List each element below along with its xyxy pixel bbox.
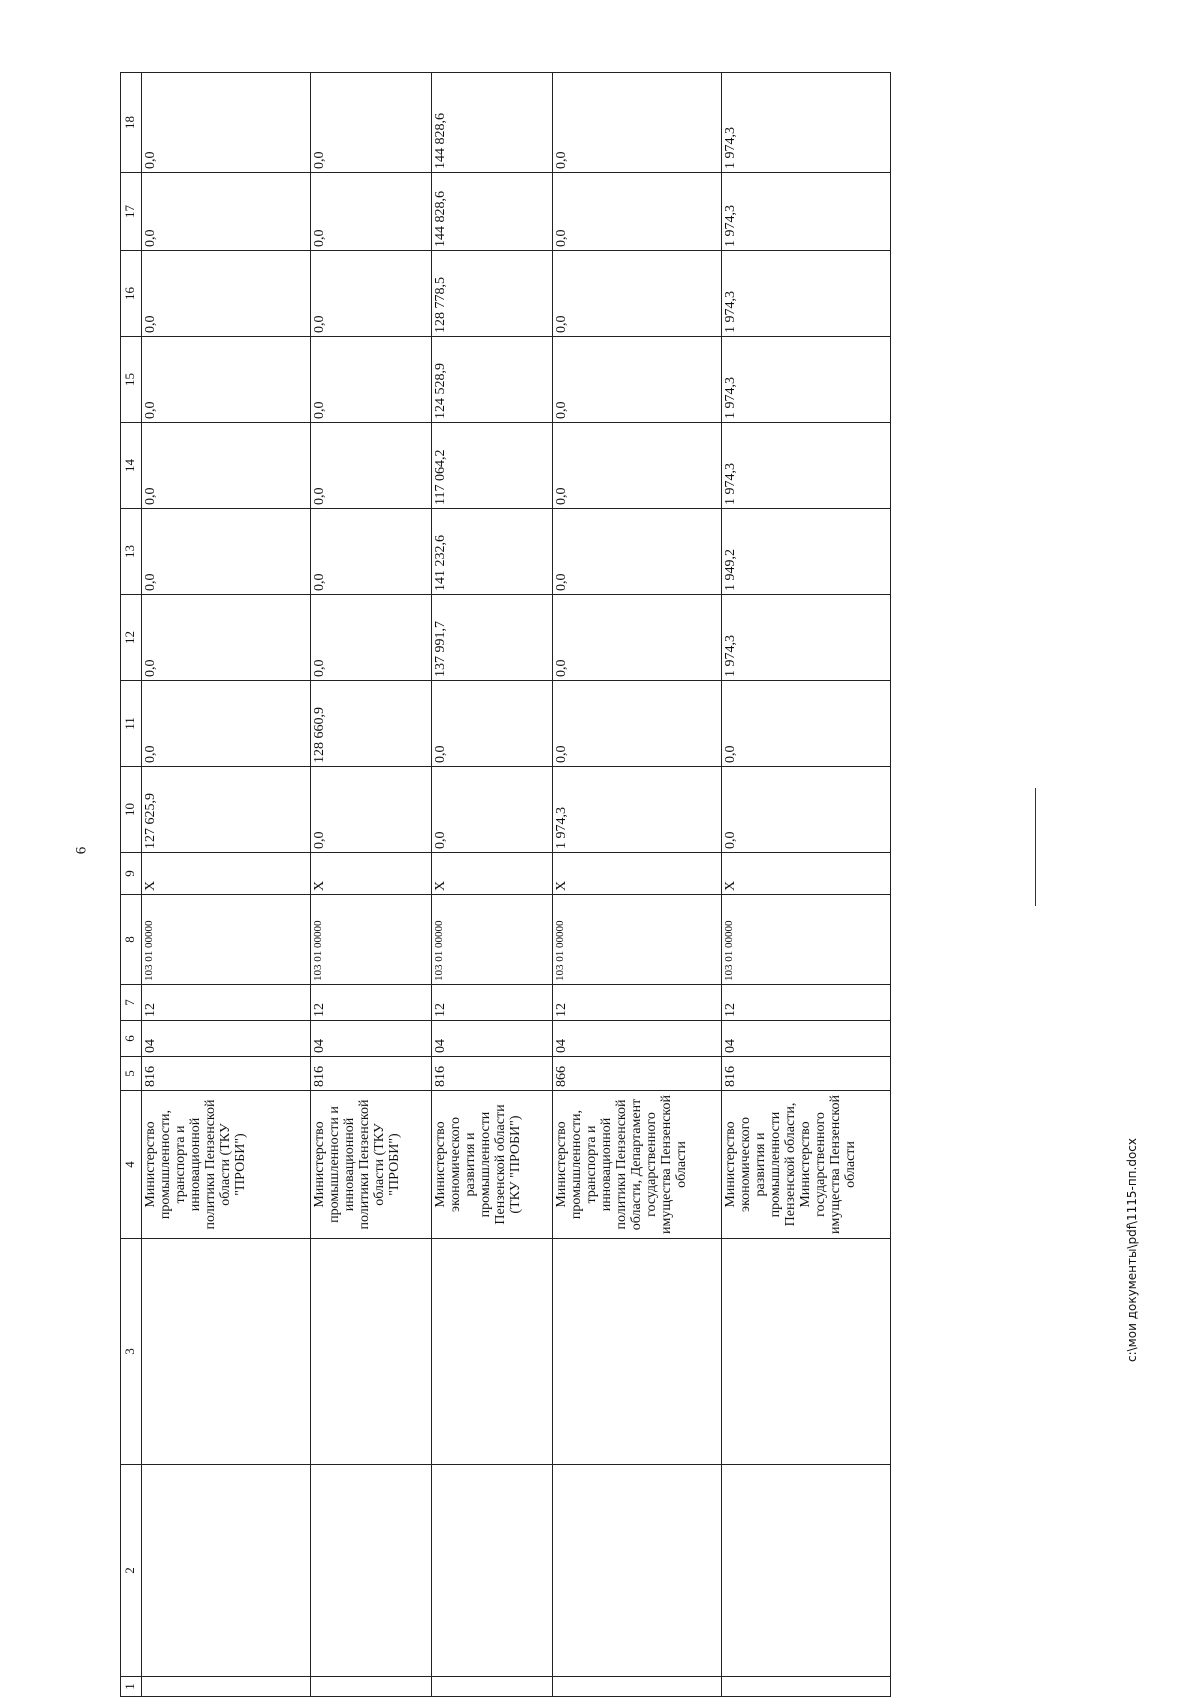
table-row xyxy=(432,73,553,1697)
value-cell: 0,0 xyxy=(142,73,311,173)
value-cell: 0,0 xyxy=(553,509,722,595)
table-cell: 04 xyxy=(553,1021,722,1057)
table-cell xyxy=(311,1677,432,1697)
value-cell: 137 991,7 xyxy=(432,595,553,681)
value-cell: 0,0 xyxy=(311,767,432,853)
table-cell xyxy=(432,1465,553,1677)
value-cell: 0,0 xyxy=(722,681,891,767)
header-cell: 5 xyxy=(121,1057,142,1091)
value-cell: 0,0 xyxy=(553,173,722,251)
value-cell: 0,0 xyxy=(553,73,722,173)
table-cell: Х xyxy=(142,853,311,895)
value-cell: 144 828,6 xyxy=(432,73,553,173)
table-cell xyxy=(142,1465,311,1677)
table-cell xyxy=(311,1239,432,1465)
header-cell: 14 xyxy=(121,423,142,509)
table-cell: Х xyxy=(311,853,432,895)
header-cell: 6 xyxy=(121,1021,142,1057)
value-cell: 0,0 xyxy=(142,681,311,767)
footer-file-path: c:\мои документы\pdf\1115-пп.docx xyxy=(1125,1137,1139,1362)
value-cell: 0,0 xyxy=(311,509,432,595)
value-cell: 0,0 xyxy=(142,509,311,595)
value-cell: 0,0 xyxy=(311,337,432,423)
value-cell: 0,0 xyxy=(553,423,722,509)
header-cell: 8 xyxy=(121,895,142,985)
executor-cell: Министерство промышленности, транспорта и инновационной политики Пензенской области (ТКУ "ПРОБИ") xyxy=(142,1091,311,1239)
table-row xyxy=(553,73,722,1697)
table-row xyxy=(722,73,891,1697)
table-cell xyxy=(432,1239,553,1465)
table-cell: 12 xyxy=(722,985,891,1021)
value-cell: 124 528,9 xyxy=(432,337,553,423)
code-cell: 103 01 00000 xyxy=(722,895,891,985)
table-cell: Х xyxy=(722,853,891,895)
value-cell: 1 974,3 xyxy=(553,767,722,853)
code-cell: 103 01 00000 xyxy=(553,895,722,985)
table-cell: 816 xyxy=(311,1057,432,1091)
value-cell: 1 974,3 xyxy=(722,423,891,509)
table-cell xyxy=(722,1239,891,1465)
header-cell: 2 xyxy=(121,1465,142,1677)
value-cell: 0,0 xyxy=(311,173,432,251)
table-cell xyxy=(432,1677,553,1697)
header-cell: 7 xyxy=(121,985,142,1021)
value-cell: 1 974,3 xyxy=(722,73,891,173)
value-cell: 0,0 xyxy=(722,767,891,853)
table-cell: Х xyxy=(553,853,722,895)
value-cell: 0,0 xyxy=(311,595,432,681)
separator-rule xyxy=(1035,788,1036,906)
value-cell: 1 974,3 xyxy=(722,173,891,251)
header-row xyxy=(121,73,142,1697)
budget-table xyxy=(120,72,891,1697)
table-row xyxy=(142,73,311,1697)
table-cell: 04 xyxy=(142,1021,311,1057)
table-cell xyxy=(142,1677,311,1697)
value-cell: 1 974,3 xyxy=(722,595,891,681)
value-cell: 0,0 xyxy=(311,423,432,509)
header-cell: 9 xyxy=(121,853,142,895)
header-cell: 4 xyxy=(121,1091,142,1239)
code-cell: 103 01 00000 xyxy=(311,895,432,985)
page-number: 6 xyxy=(73,846,90,855)
value-cell: 0,0 xyxy=(142,173,311,251)
header-cell: 13 xyxy=(121,509,142,595)
table-cell: 04 xyxy=(311,1021,432,1057)
table-cell: 04 xyxy=(432,1021,553,1057)
table-cell: 04 xyxy=(722,1021,891,1057)
table-cell xyxy=(722,1465,891,1677)
value-cell: 0,0 xyxy=(553,251,722,337)
table-cell: 816 xyxy=(142,1057,311,1091)
table-cell: 12 xyxy=(432,985,553,1021)
table-cell xyxy=(553,1239,722,1465)
table-cell xyxy=(553,1677,722,1697)
value-cell: 1 974,3 xyxy=(722,251,891,337)
header-cell: 15 xyxy=(121,337,142,423)
table-cell xyxy=(311,1465,432,1677)
table-cell: 816 xyxy=(432,1057,553,1091)
value-cell: 141 232,6 xyxy=(432,509,553,595)
value-cell: 128 660,9 xyxy=(311,681,432,767)
value-cell: 0,0 xyxy=(432,767,553,853)
table-cell: Х xyxy=(432,853,553,895)
table-cell: 12 xyxy=(142,985,311,1021)
header-cell: 3 xyxy=(121,1239,142,1465)
value-cell: 1 974,3 xyxy=(722,337,891,423)
table-cell xyxy=(722,1677,891,1697)
value-cell: 0,0 xyxy=(311,73,432,173)
header-cell: 11 xyxy=(121,681,142,767)
table-cell: 816 xyxy=(722,1057,891,1091)
header-cell: 1 xyxy=(121,1677,142,1697)
value-cell: 0,0 xyxy=(553,595,722,681)
value-cell: 144 828,6 xyxy=(432,173,553,251)
executor-cell: Министерство промышленности и инновационной политики Пензенской области (ТКУ "ПРОБИ") xyxy=(311,1091,432,1239)
header-cell: 10 xyxy=(121,767,142,853)
value-cell: 128 778,5 xyxy=(432,251,553,337)
table-cell xyxy=(142,1239,311,1465)
table-row xyxy=(311,73,432,1697)
header-cell: 18 xyxy=(121,73,142,173)
value-cell: 0,0 xyxy=(432,681,553,767)
executor-cell: Министерство экономического развития и промышленности Пензенской области, Министерство государственного имущества Пензенской области xyxy=(722,1091,891,1239)
table-cell: 12 xyxy=(311,985,432,1021)
header-cell: 16 xyxy=(121,251,142,337)
budget-table-container xyxy=(120,77,970,1697)
value-cell: 117 064,2 xyxy=(432,423,553,509)
code-cell: 103 01 00000 xyxy=(142,895,311,985)
code-cell: 103 01 00000 xyxy=(432,895,553,985)
value-cell: 0,0 xyxy=(142,251,311,337)
executor-cell: Министерство промышленности, транспорта и инновационной политики Пензенской области, Департамент государственного имущества Пензенской области xyxy=(553,1091,722,1239)
table-cell: 12 xyxy=(553,985,722,1021)
table-cell: 866 xyxy=(553,1057,722,1091)
header-cell: 17 xyxy=(121,173,142,251)
executor-cell: Министерство экономического развития и промышленности Пензенской области (ТКУ "ПРОБИ") xyxy=(432,1091,553,1239)
value-cell: 0,0 xyxy=(553,337,722,423)
table-cell xyxy=(553,1465,722,1677)
value-cell: 0,0 xyxy=(142,337,311,423)
value-cell: 0,0 xyxy=(311,251,432,337)
value-cell: 0,0 xyxy=(553,681,722,767)
value-cell: 0,0 xyxy=(142,595,311,681)
header-cell: 12 xyxy=(121,595,142,681)
value-cell: 127 625,9 xyxy=(142,767,311,853)
value-cell: 1 949,2 xyxy=(722,509,891,595)
value-cell: 0,0 xyxy=(142,423,311,509)
